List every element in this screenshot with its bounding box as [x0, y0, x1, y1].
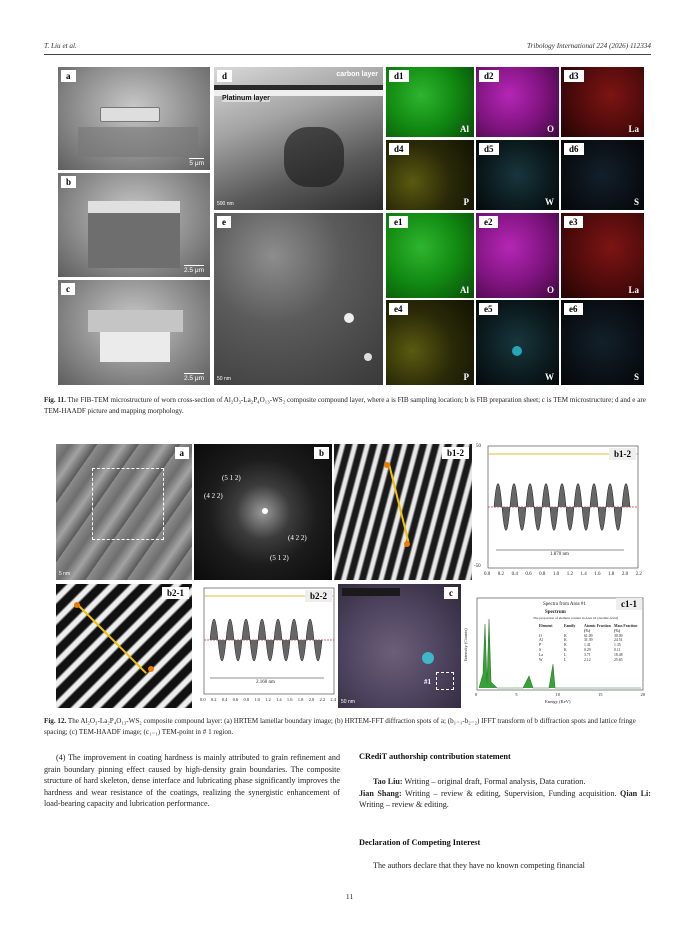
panel-label: d3 — [564, 70, 584, 82]
x-tick: 0.2 — [210, 697, 217, 702]
table-cell: 2.12 — [584, 657, 591, 662]
x-tick: 1.4 — [580, 572, 587, 577]
fig11-panel-b — [58, 173, 210, 277]
scale-bar: 50 nm — [217, 376, 231, 382]
x-tick: 0.4 — [511, 572, 518, 577]
x-tick: 2.4 — [330, 697, 336, 702]
map-d3 — [561, 67, 644, 137]
spectrum-table-title: Spectrum — [545, 610, 566, 615]
table-cell: 18.48 — [614, 652, 623, 657]
table-cell: Al — [539, 638, 543, 643]
spectrum-table-note: The proportion of element content in Area #1 (Atomic-level) — [533, 616, 619, 620]
y-tick-min: -50 — [474, 564, 481, 569]
credit-name: Jian Shang: — [359, 788, 402, 798]
x-tick: 0.0 — [200, 697, 206, 702]
carbon-layer-note: carbon layer — [336, 71, 378, 78]
fig12-panel-b — [194, 444, 332, 580]
fig12-panel-c — [338, 584, 461, 708]
profile-plot — [194, 584, 336, 708]
x-ticks — [200, 697, 336, 702]
fig11-caption — [44, 395, 651, 416]
col-element: Element — [539, 624, 553, 628]
measure-label: 1.870 nm — [550, 552, 569, 557]
panel-label: d1 — [389, 70, 409, 82]
x-tick: 1.8 — [608, 572, 615, 577]
scale-bar: 5 nm — [59, 571, 71, 577]
x-tick: 2.0 — [308, 697, 315, 702]
credit-name: Qian Li: — [620, 788, 651, 798]
fig12-caption — [44, 716, 651, 737]
panel-label: c — [444, 587, 458, 599]
col-atomic: Atomic Fraction (%) — [584, 624, 611, 633]
y-axis-label: Intensity (Counts) — [463, 628, 468, 661]
caption-text: The FIB-TEM microstructure of worn cross-section of Al₂O₃-La₂P₄O₁₃-WS₂ composite compound layer, where a is FIB sampling location; b is FIB preparation sheet; c is TEM microstructure; d and e are TEM-HAADF picture and mapping morphology. — [44, 396, 646, 415]
map-d1 — [386, 67, 474, 137]
fig12-panel-b1-2-profile — [474, 440, 646, 584]
panel-label: b1-2 — [442, 447, 469, 459]
y-tick-max: 50 — [476, 444, 481, 449]
competing-interest-text: The authors declare that they have no known competing financial — [373, 861, 585, 870]
credit-role: Writing – review & editing, Supervision, Funding acquisition. — [405, 788, 617, 798]
panel-label: d — [217, 70, 232, 82]
panel-label: a — [175, 447, 190, 459]
fig12-panel-a — [56, 444, 192, 580]
measure-label: 2.160 nm — [256, 680, 275, 685]
fft-spot: (4 2 2) — [204, 492, 223, 500]
table-cell: K — [564, 638, 567, 643]
x-ticks — [475, 692, 645, 697]
point-label: #1 — [424, 678, 431, 686]
fig11-panel-d — [214, 67, 383, 210]
credit-statements — [359, 776, 651, 811]
table-cell: S — [539, 647, 542, 652]
x-axis-label: Energy (KeV) — [545, 699, 571, 704]
panel-label: c1-1 — [616, 598, 642, 610]
element-label: Al — [460, 124, 469, 134]
map-e3 — [561, 213, 644, 298]
element-label: P — [463, 372, 469, 382]
fig12-panel-b2-2-profile — [194, 584, 336, 708]
profile-plot — [474, 440, 646, 584]
x-tick: 0.4 — [221, 697, 228, 702]
panel-label: d5 — [479, 143, 499, 155]
map-d5 — [476, 140, 559, 210]
fig11-panel-e — [214, 213, 383, 385]
header-rule — [44, 54, 651, 55]
panel-label: e2 — [479, 216, 498, 228]
caption-text: The Al₂O₃-La₂P₄O₁₃-WS₂ composite compound layer: (a) HRTEM lamellar boundary image; (b) HRTEM-FFT diffraction spots of a; (b₁₋₁-b₂₋₂) IFFT transform of b diffraction spots and lattice fringe spacing; (c) TEM-HAADF image; (c₁₋₁) TEM-point in # 1 region. — [44, 717, 636, 736]
table-cell: 61.09 — [584, 633, 593, 638]
table-cell: 31.39 — [584, 638, 593, 643]
competing-interest-heading: Declaration of Competing Interest — [359, 838, 481, 847]
x-tick: 2.2 — [319, 697, 326, 702]
x-tick: 1.8 — [297, 697, 304, 702]
table-cell: K — [564, 633, 567, 638]
credit-role: Writing – original draft, Formal analysis, Data curation. — [404, 777, 586, 786]
map-d2 — [476, 67, 559, 137]
x-tick: 2.2 — [635, 572, 642, 577]
panel-label: b — [61, 176, 76, 188]
col-family: Family — [564, 624, 576, 628]
panel-label: d6 — [564, 143, 584, 155]
table-row — [539, 658, 639, 663]
table-cell: 30.09 — [614, 633, 623, 638]
x-tick: 0.8 — [539, 572, 546, 577]
element-label: La — [628, 285, 639, 295]
panel-label: b2-1 — [162, 587, 189, 599]
running-header-authors: T. Liu et al. — [44, 42, 77, 50]
fig12-panel-b2-1-ifft — [56, 584, 192, 708]
credit-entry — [359, 776, 651, 788]
table-cell: W — [539, 657, 543, 662]
panel-label: e1 — [389, 216, 408, 228]
table-cell: L — [564, 657, 567, 662]
map-e5 — [476, 300, 559, 385]
table-cell: K — [564, 647, 567, 652]
scale-bar: 500 nm — [217, 201, 234, 207]
panel-label: e6 — [564, 303, 583, 315]
x-tick: 0 — [475, 692, 478, 697]
x-tick: 20 — [640, 692, 645, 697]
page-number: 11 — [345, 892, 354, 901]
panel-label: c — [61, 283, 75, 295]
x-tick: 0.8 — [243, 697, 250, 702]
fig11-panel-a — [58, 67, 210, 170]
fft-spot: (5 1 2) — [222, 474, 241, 482]
table-cell: La — [539, 652, 544, 657]
table-cell: 24.51 — [614, 638, 623, 643]
fig12-panel-b1-2-ifft — [334, 444, 472, 580]
x-tick: 0.6 — [232, 697, 239, 702]
credit-heading: CRediT authorship contribution statement — [359, 752, 511, 761]
scale-bar: 2.5 μm — [183, 267, 204, 274]
map-e4 — [386, 300, 474, 385]
panel-label: e4 — [389, 303, 408, 315]
element-label: W — [545, 197, 554, 207]
element-label: S — [633, 197, 639, 207]
panel-label: b2-2 — [305, 590, 332, 602]
x-tick: 1.2 — [265, 697, 271, 702]
platinum-layer-note: Platinum layer — [222, 95, 270, 102]
table-cell: 0.11 — [614, 647, 621, 652]
x-tick: 10 — [555, 692, 560, 697]
element-label: P — [463, 197, 469, 207]
x-tick: 0.0 — [484, 572, 491, 577]
x-tick: 15 — [598, 692, 603, 697]
x-tick: 1.4 — [276, 697, 282, 702]
fft-spot: (4 2 2) — [288, 534, 307, 542]
panel-label: b1-2 — [609, 448, 636, 460]
element-label: S — [633, 372, 639, 382]
map-e1 — [386, 213, 474, 298]
x-tick: 1.0 — [254, 697, 260, 702]
credit-name: Tao Liu: — [373, 777, 403, 786]
x-tick: 1.6 — [286, 697, 293, 702]
panel-label: b — [314, 447, 329, 459]
caption-label: Fig. 11. — [44, 396, 66, 404]
x-tick: 1.0 — [552, 572, 560, 577]
x-tick: 1.2 — [566, 572, 573, 577]
panel-label: d4 — [389, 143, 409, 155]
fig11-panel-c — [58, 280, 210, 385]
table-cell: 3.71 — [584, 652, 591, 657]
panel-label: d2 — [479, 70, 499, 82]
x-tick: 1.6 — [594, 572, 601, 577]
map-e2 — [476, 213, 559, 298]
element-label: O — [546, 285, 554, 295]
element-label: Al — [460, 285, 469, 295]
panel-label: e5 — [479, 303, 498, 315]
col-mass: Mass Fraction (%) — [614, 624, 638, 633]
x-tick: 0.2 — [497, 572, 505, 577]
map-e6 — [561, 300, 644, 385]
spectrum-legend: Spectra from Area #1 — [543, 602, 586, 607]
element-label: W — [545, 372, 554, 382]
table-cell: L — [564, 652, 567, 657]
x-ticks — [484, 572, 642, 577]
composition-table — [539, 624, 639, 662]
credit-entry — [359, 788, 651, 811]
table-cell: 25.65 — [614, 657, 623, 662]
table-cell: P — [539, 643, 542, 648]
fig12-panel-c1-1-spectrum — [463, 584, 646, 708]
x-tick: 0.6 — [525, 572, 532, 577]
table-cell: O — [539, 633, 542, 638]
scale-bar: 5 μm — [189, 160, 204, 167]
scale-bar: 50 nm — [341, 699, 355, 705]
panel-label: e3 — [564, 216, 583, 228]
table-cell: K — [564, 643, 567, 648]
element-label: O — [546, 124, 554, 134]
table-cell: 1.35 — [614, 643, 621, 648]
x-tick: 2.0 — [621, 572, 629, 577]
map-d4 — [386, 140, 474, 210]
scale-bar: 2.5 μm — [183, 375, 204, 382]
running-header-journal: Tribology International 224 (2026) 112334 — [526, 42, 651, 50]
fft-spot: (5 1 2) — [270, 554, 289, 562]
credit-role: Writing – review & editing. — [359, 800, 449, 810]
table-cell: 0.29 — [584, 647, 591, 652]
panel-label: e — [217, 216, 231, 228]
table-cell: 1.41 — [584, 643, 591, 648]
map-d6 — [561, 140, 644, 210]
x-tick: 5 — [515, 692, 518, 697]
panel-label: a — [61, 70, 76, 82]
caption-label: Fig. 12. — [44, 717, 67, 725]
element-label: La — [628, 124, 639, 134]
body-paragraph: (4) The improvement in coating hardness is mainly attributed to grain refinement and grain boundary pinning effect caused by high-density grain boundaries. The composite structure of hard skeleton, dense interface and lubricating phase significantly improves the hardness and wear resistance of the coatings, realizing the synergistic enhancement of load-bearing capacity and lubrication performance. — [44, 753, 340, 809]
